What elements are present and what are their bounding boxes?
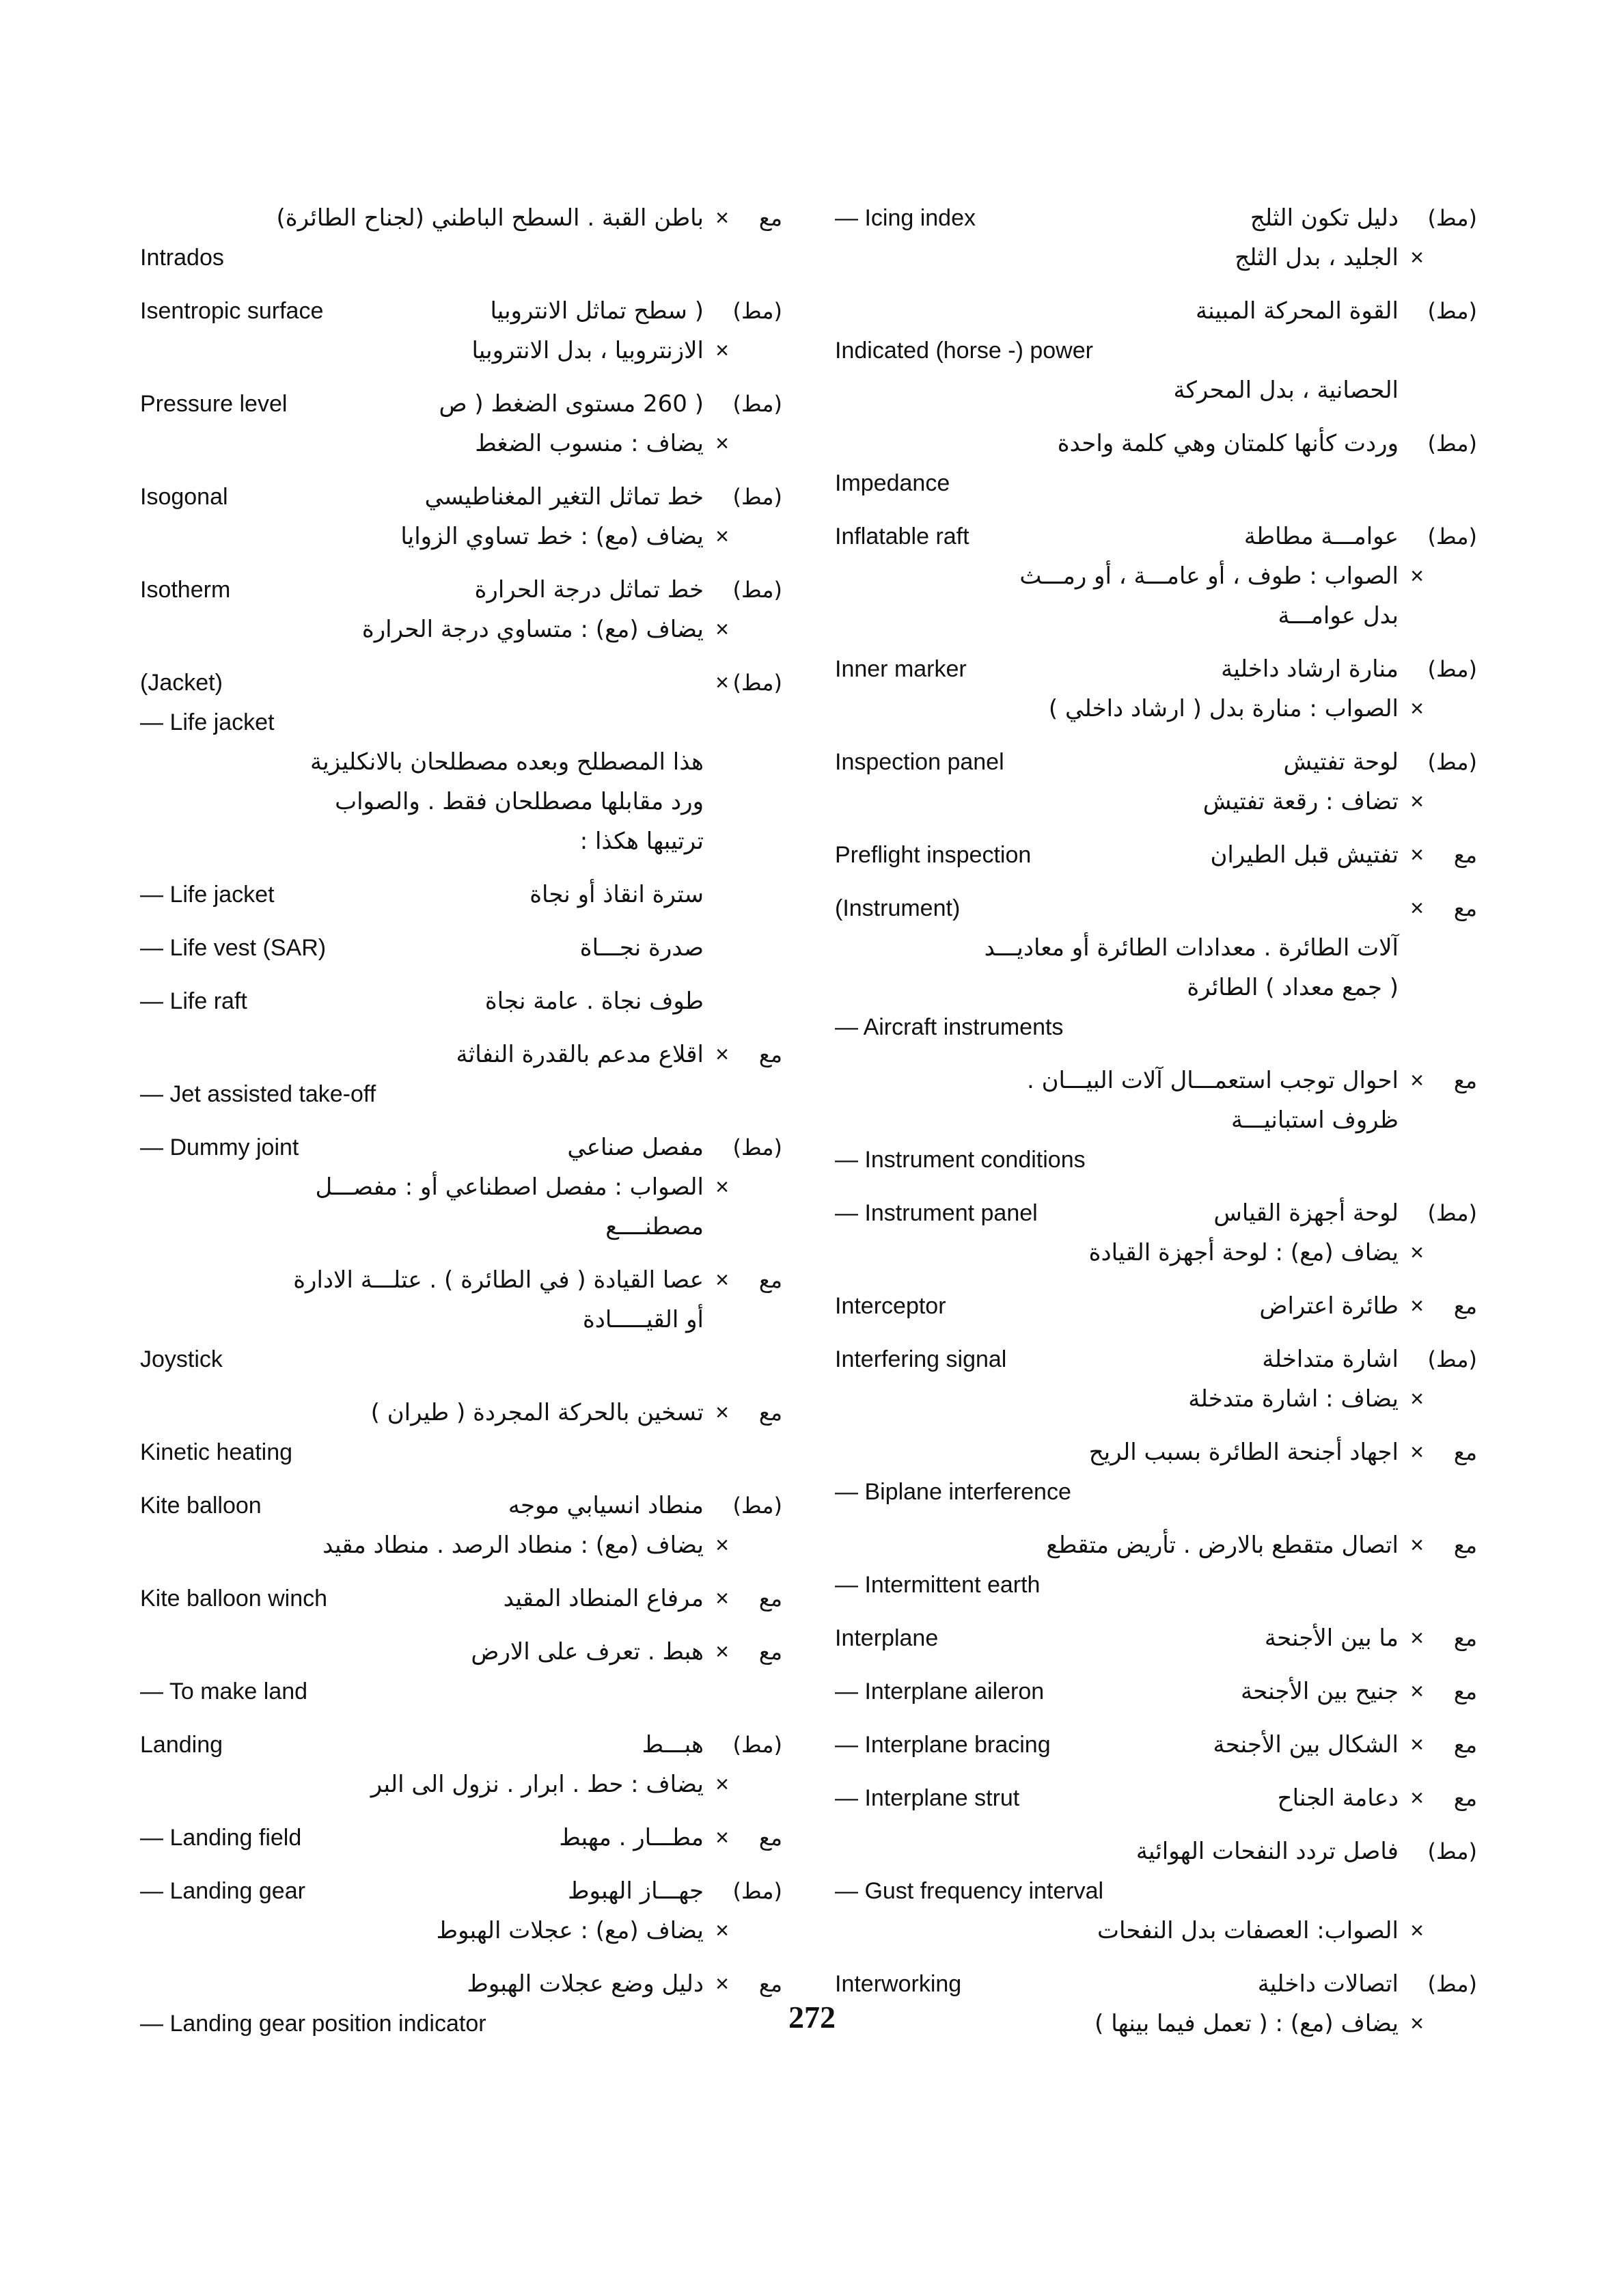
arabic-text: لوحة أجهزة القياس (1213, 1199, 1399, 1227)
arabic-text: مفصل صناعي (567, 1134, 704, 1161)
english-term: Pressure level (140, 391, 288, 417)
arabic-text: منارة ارشاد داخلية (1221, 655, 1399, 683)
english-term: Kite balloon winch (140, 1586, 328, 1612)
arabic-text: يضاف (مع) : منطاد الرصد . منطاد مقيد (322, 1532, 704, 1559)
english-term: — Life vest (SAR) (140, 935, 327, 961)
arabic-text: ورد مقابلها مصطلحان فقط . والصواب (335, 788, 704, 815)
arabic-text: خط تماثل درجة الحرارة (474, 576, 704, 603)
dictionary-entry (140, 1035, 782, 1114)
english-term: (Jacket) (140, 670, 223, 696)
entry-lines (835, 1193, 1399, 1273)
english-term: — Instrument conditions (835, 1147, 1086, 1173)
dictionary-entry (835, 1286, 1477, 1326)
entry-headword-row (140, 1818, 704, 1858)
dictionary-entry (140, 384, 782, 463)
cross-mark: × (715, 1771, 729, 1797)
arabic-text: تسخين بالحركة المجردة ( طيران ) (370, 1399, 704, 1426)
cross-mark: × (715, 1586, 729, 1612)
english-term: — Jet assisted take-off (140, 1081, 376, 1107)
entry-lines (140, 1632, 704, 1711)
entry-headword-row (835, 742, 1399, 782)
entry-tag: (مط) (1427, 298, 1477, 324)
entry-tag: (مط) (1427, 1838, 1477, 1864)
english-term: Interworking (835, 1971, 962, 1997)
dictionary-entry (835, 1525, 1477, 1605)
arabic-text: تضاف : رقعة تفتيش (1202, 788, 1399, 815)
cross-mark: × (1410, 1625, 1424, 1651)
arabic-text: يضاف (مع) : خط تساوي الزوايا (400, 523, 704, 550)
entry-headword-row (835, 1193, 1399, 1233)
entry-tag: مع (1453, 842, 1477, 868)
entry-headword-row (835, 1725, 1399, 1765)
arabic-text: الصواب : مفصل اصطناعي أو : مفصـــل (315, 1173, 704, 1201)
entry-lines (140, 1260, 704, 1379)
dictionary-entry (835, 1340, 1477, 1419)
entry-tag: (مط) (732, 670, 782, 696)
entry-headword-row (140, 981, 704, 1021)
entry-lines (140, 1818, 704, 1858)
arabic-text: الشكال بين الأجنحة (1213, 1731, 1399, 1758)
entry-lines (140, 928, 704, 968)
entry-lines (140, 198, 704, 277)
entry-lines (835, 198, 1399, 277)
entry-tag: (مط) (732, 1134, 782, 1160)
entry-tag: (مط) (1427, 431, 1477, 457)
arabic-text: دليل وضع عجلات الهبوط (467, 1970, 704, 1998)
arabic-text: طائرة اعتراض (1259, 1292, 1399, 1320)
entry-lines (140, 1725, 704, 1804)
entry-tag: مع (758, 1586, 782, 1612)
cross-mark: × (1410, 1918, 1424, 1944)
dictionary-entry (835, 1061, 1477, 1180)
english-term: Interceptor (835, 1293, 946, 1319)
english-term: Inflatable raft (835, 524, 969, 549)
arabic-text: خط تماثل التغير المغناطيسي (424, 483, 704, 511)
english-term: — Landing field (140, 1825, 302, 1851)
dictionary-entry (140, 1871, 782, 1950)
arabic-text: سترة انقاذ أو نجاة (529, 881, 704, 908)
arabic-text: ( 260 مستوى الضغط ( ص (439, 390, 704, 418)
entry-lines (835, 517, 1399, 636)
entry-lines (140, 1579, 704, 1618)
english-term: — Icing index (835, 205, 976, 231)
cross-mark: × (715, 338, 729, 364)
entry-tag: مع (758, 1400, 782, 1426)
arabic-text: احوال توجب استعمـــال آلات البيـــان . (1026, 1067, 1399, 1094)
entry-headword-row (835, 1672, 1399, 1711)
dictionary-entry (835, 1725, 1477, 1765)
english-term: Interplane (835, 1625, 939, 1651)
entry-tag: مع (1453, 1532, 1477, 1558)
entry-tag: (مط) (1427, 656, 1477, 682)
page-number: 272 (788, 2000, 836, 2035)
arabic-text: يضاف (مع) : ( تعمل فيما بينها ) (1095, 2010, 1399, 2037)
entry-headword-row (835, 835, 1399, 875)
entry-headword-row (140, 291, 704, 331)
english-term: Isogonal (140, 484, 228, 510)
entry-lines (835, 1778, 1399, 1818)
cross-mark: × (1410, 1439, 1424, 1465)
dictionary-entry (140, 1260, 782, 1379)
entry-tag: مع (1453, 1625, 1477, 1651)
dictionary-entry (140, 291, 782, 370)
cross-mark: × (1410, 1678, 1424, 1704)
arabic-text: أو القيـــــادة (582, 1306, 704, 1333)
entry-lines (835, 742, 1399, 821)
dictionary-entry (835, 1193, 1477, 1273)
arabic-text: عصا القيادة ( في الطائرة ) . عتلـــة الادارة (293, 1266, 704, 1294)
entry-tag: مع (758, 1267, 782, 1293)
entry-lines (835, 1725, 1399, 1765)
arabic-text: مطـــار . مهبط (559, 1824, 704, 1851)
arabic-text: وردت كأنها كلمتان وهي كلمة واحدة (1057, 430, 1399, 457)
arabic-text: باطن القبة . السطح الباطني (لجناح الطائرة) (276, 204, 704, 232)
arabic-text: اتصال متقطع بالارض . تأريض متقطع (1046, 1532, 1399, 1559)
cross-mark: × (1410, 1068, 1424, 1093)
english-term: — Gust frequency interval (835, 1878, 1104, 1904)
entry-lines (835, 1525, 1399, 1605)
dictionary-entry (140, 1632, 782, 1711)
arabic-text: صدرة نجـــاة (579, 934, 704, 962)
cross-mark: × (1410, 1532, 1424, 1558)
arabic-text: يضاف (مع) : متساوي درجة الحرارة (361, 616, 704, 643)
entry-tag: مع (1453, 1293, 1477, 1319)
cross-mark: × (715, 205, 729, 231)
entry-tag: مع (1453, 1068, 1477, 1093)
cross-mark: × (715, 670, 729, 696)
entry-lines (140, 291, 704, 370)
entry-tag: (مط) (1427, 1346, 1477, 1372)
entry-lines (835, 424, 1399, 503)
entry-lines (835, 835, 1399, 875)
cross-mark: × (715, 1532, 729, 1558)
entry-headword-row (140, 875, 704, 914)
dictionary-entry (140, 1128, 782, 1247)
entry-headword-row (835, 888, 1399, 928)
arabic-text: تفتيش قبل الطيران (1210, 841, 1399, 869)
entry-tag: (مط) (1427, 1971, 1477, 1997)
arabic-text: هذا المصطلح وبعده مصطلحان بالانكليزية (310, 748, 704, 776)
entry-tag: (مط) (1427, 749, 1477, 775)
entry-tag: (مط) (732, 391, 782, 417)
dictionary-entry (140, 1579, 782, 1618)
cross-mark: × (1410, 1785, 1424, 1811)
dictionary-entry (835, 1618, 1477, 1658)
arabic-text: اجهاد أجنحة الطائرة بسبب الريح (1088, 1439, 1399, 1466)
english-term: — Interplane strut (835, 1785, 1020, 1811)
entry-lines (140, 384, 704, 463)
entry-tag: (مط) (732, 484, 782, 510)
entry-lines (835, 291, 1399, 410)
entry-lines (140, 875, 704, 914)
cross-mark: × (1410, 2011, 1424, 2037)
english-term: Isentropic surface (140, 298, 324, 324)
dictionary-entry (140, 477, 782, 556)
entry-lines (140, 1871, 704, 1950)
entry-headword-row (140, 384, 704, 424)
arabic-text: ( سطح تماثل الانتروبيا (490, 297, 704, 325)
entry-tag: مع (1453, 1678, 1477, 1704)
entry-headword-row (140, 928, 704, 968)
arabic-text: طوف نجاة . عامة نجاة (484, 988, 704, 1015)
entry-tag: (مط) (732, 1732, 782, 1758)
entry-lines (835, 1286, 1399, 1326)
arabic-text: مصطنــــع (605, 1213, 704, 1240)
dictionary-entry (835, 517, 1477, 636)
english-term: Isotherm (140, 577, 231, 603)
entry-lines (140, 1128, 704, 1247)
english-term: — Interplane aileron (835, 1678, 1045, 1704)
english-term: Preflight inspection (835, 842, 1032, 868)
cross-mark: × (1410, 696, 1424, 722)
entry-headword-row (835, 198, 1399, 238)
english-term: — To make land (140, 1678, 308, 1704)
arabic-text: الازنتروبيا ، بدل الانتروبيا (471, 337, 704, 364)
entry-tag: (مط) (732, 298, 782, 324)
dictionary-entry (140, 875, 782, 914)
dictionary-entry (835, 1778, 1477, 1818)
arabic-text: جهـــاز الهبوط (568, 1877, 704, 1905)
entry-lines (140, 1486, 704, 1565)
english-term: — Life raft (140, 988, 247, 1014)
english-term: — Landing gear position indicator (140, 2011, 486, 2037)
arabic-text: آلات الطائرة . معدادات الطائرة أو معاديـــد (984, 934, 1399, 962)
arabic-text: ترتيبها هكذا : (579, 828, 704, 855)
entry-headword-row (140, 1725, 704, 1765)
entry-lines (835, 1340, 1399, 1419)
entry-headword-row (835, 649, 1399, 689)
cross-mark: × (1410, 563, 1424, 589)
arabic-text: جنيح بين الأجنحة (1241, 1678, 1399, 1705)
arabic-text: لوحة تفتيش (1283, 748, 1399, 776)
english-term: — Intermittent earth (835, 1572, 1041, 1598)
dictionary-entry (835, 888, 1477, 1047)
english-term: Inspection panel (835, 749, 1004, 775)
dictionary-entry (835, 1832, 1477, 1950)
english-term: — Life jacket (140, 709, 275, 735)
entry-headword-row (835, 1618, 1399, 1658)
entry-lines (835, 1832, 1399, 1950)
arabic-text: يضاف : منسوب الضغط (475, 430, 704, 457)
cross-mark: × (715, 1174, 729, 1200)
arabic-text: مرفاع المنطاد المقيد (503, 1585, 704, 1612)
entry-headword-row (140, 570, 704, 610)
english-term: (Instrument) (835, 895, 961, 921)
entry-tag: مع (1453, 1785, 1477, 1811)
arabic-text: اقلاع مدعم بالقدرة النفاثة (456, 1041, 704, 1068)
entry-lines (835, 1618, 1399, 1658)
entry-tag: (مط) (1427, 1200, 1477, 1226)
english-term: Joystick (140, 1346, 223, 1372)
entry-tag: (مط) (732, 577, 782, 603)
arabic-text: الصواب: العصفات بدل النفحات (1097, 1917, 1399, 1944)
cross-mark: × (1410, 1293, 1424, 1319)
entry-lines (835, 1432, 1399, 1512)
entry-lines (140, 477, 704, 556)
arabic-text: اشارة متداخلة (1262, 1346, 1399, 1373)
arabic-text: ما بين الأجنحة (1264, 1624, 1399, 1652)
arabic-text: يضاف : اشارة متدخلة (1188, 1385, 1399, 1413)
arabic-text: الجليد ، بدل الثلج (1235, 244, 1399, 271)
cross-mark: × (1410, 842, 1424, 868)
entry-headword-row (835, 1778, 1399, 1818)
entry-tag: (مط) (732, 1878, 782, 1904)
english-term: — Instrument panel (835, 1200, 1038, 1226)
dictionary-entry (835, 742, 1477, 821)
dictionary-entry (140, 1818, 782, 1858)
dictionary-entry (140, 570, 782, 649)
entry-headword-row (835, 1286, 1399, 1326)
entry-tag: (مط) (732, 1493, 782, 1519)
english-term: — Interplane bracing (835, 1732, 1051, 1758)
arabic-text: الحصانية ، بدل المحركة (1173, 377, 1399, 404)
dictionary-entry (140, 198, 782, 277)
entry-headword-row (140, 663, 704, 703)
dictionary-entry (140, 1725, 782, 1804)
entry-tag: مع (758, 1639, 782, 1665)
arabic-text: دعامة الجناح (1277, 1784, 1399, 1812)
entry-tag: مع (758, 1042, 782, 1068)
arabic-text: هبـــط (642, 1731, 704, 1758)
entry-lines (835, 1061, 1399, 1180)
cross-mark: × (1410, 1732, 1424, 1758)
entry-tag: مع (758, 205, 782, 231)
cross-mark: × (715, 1825, 729, 1851)
english-term: — Landing gear (140, 1878, 305, 1904)
entry-headword-row (835, 1964, 1399, 2004)
dictionary-entry (835, 198, 1477, 277)
english-term: Kite balloon (140, 1493, 262, 1519)
arabic-text: القوة المحركة المبينة (1195, 297, 1399, 325)
entry-tag: (مط) (1427, 524, 1477, 549)
arabic-text: منطاد انسيابي موجه (508, 1492, 704, 1519)
cross-mark: × (715, 1639, 729, 1665)
cross-mark: × (715, 616, 729, 642)
arabic-text: ظروف استبانيـــة (1231, 1106, 1399, 1134)
arabic-text: الصواب : منارة بدل ( ارشاد داخلي ) (1048, 695, 1399, 722)
arabic-text: يضاف (مع) : لوحة أجهزة القيادة (1088, 1239, 1399, 1266)
cross-mark: × (715, 1971, 729, 1997)
cross-mark: × (1410, 789, 1424, 815)
arabic-text: يضاف (مع) : عجلات الهبوط (436, 1917, 704, 1944)
dictionary-entry (140, 1486, 782, 1565)
cross-mark: × (1410, 1240, 1424, 1266)
entry-headword-row (140, 1871, 704, 1911)
arabic-text: الصواب : طوف ، أو عامـــة ، أو رمـــث (1019, 562, 1399, 590)
arabic-text: دليل تكون الثلج (1250, 204, 1399, 232)
dictionary-entry (835, 649, 1477, 729)
entry-tag: مع (1453, 895, 1477, 921)
english-term: Intrados (140, 245, 224, 271)
entry-tag: مع (1453, 1732, 1477, 1758)
entry-tag: مع (758, 1971, 782, 1997)
entry-tag: (مط) (1427, 205, 1477, 231)
entry-headword-row (140, 1486, 704, 1525)
dictionary-entry (140, 928, 782, 968)
english-term: — Biplane interference (835, 1479, 1071, 1505)
dictionary-entry (835, 1672, 1477, 1711)
english-term: Kinetic heating (140, 1439, 293, 1465)
dictionary-entry (835, 424, 1477, 503)
dictionary-entry (835, 835, 1477, 875)
english-term: — Dummy joint (140, 1134, 299, 1160)
dictionary-entry (835, 1432, 1477, 1512)
english-term: Interfering signal (835, 1346, 1007, 1372)
arabic-text: عوامـــة مطاطة (1243, 523, 1399, 550)
arabic-text: فاصل تردد النفحات الهوائية (1136, 1838, 1399, 1865)
cross-mark: × (715, 1267, 729, 1293)
cross-mark: × (1410, 895, 1424, 921)
arabic-text: يضاف : حط . ابرار . نزول الى البر (370, 1771, 704, 1798)
entry-lines (140, 981, 704, 1021)
entry-headword-row (140, 1128, 704, 1167)
entry-headword-row (140, 477, 704, 517)
arabic-text: اتصالات داخلية (1257, 1970, 1399, 1998)
entry-headword-row (835, 517, 1399, 556)
cross-mark: × (715, 1042, 729, 1068)
entry-headword-row (140, 1579, 704, 1618)
entry-tag: مع (1453, 1439, 1477, 1465)
cross-mark: × (715, 1400, 729, 1426)
english-term: Inner marker (835, 656, 967, 682)
entry-tag: مع (758, 1825, 782, 1851)
english-term: — Life jacket (140, 882, 275, 908)
entry-lines (835, 888, 1399, 1047)
dictionary-entry (835, 291, 1477, 410)
entry-lines (140, 663, 704, 861)
cross-mark: × (715, 431, 729, 457)
english-term: — Aircraft instruments (835, 1014, 1064, 1040)
dictionary-entry (140, 981, 782, 1021)
arabic-text: ( جمع معداد ) الطائرة (1187, 974, 1399, 1001)
entry-lines (140, 570, 704, 649)
arabic-text: بدل عوامـــة (1278, 602, 1399, 629)
arabic-text: هبط . تعرف على الارض (471, 1638, 704, 1666)
english-term: Indicated (horse -) power (835, 338, 1093, 364)
dictionary-entry (140, 663, 782, 861)
entry-lines (140, 1393, 704, 1472)
cross-mark: × (715, 524, 729, 549)
entry-lines (835, 649, 1399, 729)
cross-mark: × (715, 1918, 729, 1944)
dictionary-entry (140, 1393, 782, 1472)
english-term: Impedance (835, 470, 950, 496)
english-term: Landing (140, 1732, 223, 1758)
cross-mark: × (1410, 1386, 1424, 1412)
cross-mark: × (1410, 245, 1424, 271)
entry-headword-row (835, 1340, 1399, 1379)
entry-lines (140, 1035, 704, 1114)
entry-lines (835, 1672, 1399, 1711)
